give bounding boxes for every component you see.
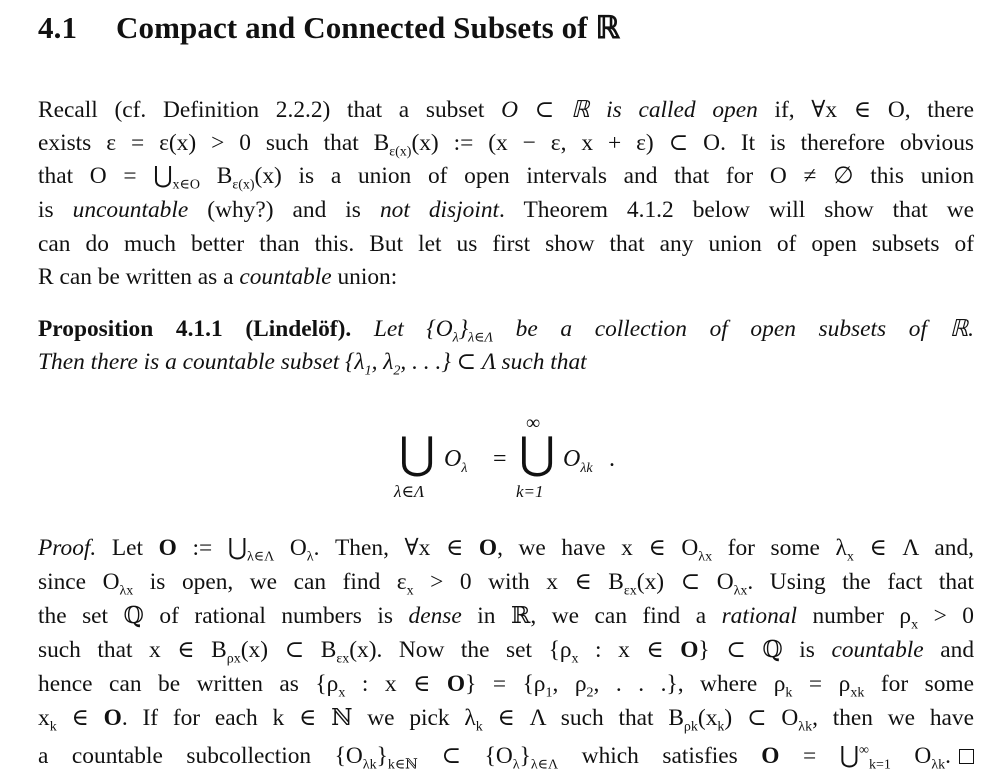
proof-line-1: Proof. Let O := $⋃_{\lambda\in\Lambda}$ $O_\lambda$. Then, ∀x ∈ O, we have x ∈ $O_{\lambda x}$ for some $\lambda_x$ ∈ Λ and,	[38, 535, 974, 565]
section-number: 4.1	[38, 10, 78, 45]
union-symbol-right: ⋃	[519, 429, 556, 478]
intro-line-2: exists ε = ε(x) > 0 such that $B_{\varepsilon(x)}(x)$ := (x − ε, x + ε) ⊂ O. It is therefore obvious	[38, 130, 974, 160]
intro-line-1: Recall (cf. Definition 2.2.2) that a subset O ⊂ ℝ is called open if, ∀x ∈ O, there	[38, 97, 974, 123]
display-period: .	[609, 446, 615, 472]
proof-line-3: the set ℚ of rational numbers is dense in ℝ, we can find a rational number $\rho_x > 0$	[38, 603, 974, 633]
intro-line-6: R can be written as a countable union:	[38, 264, 398, 290]
intro-line-5: can do much better than this. But let us first show that any union of open subsets of	[38, 231, 974, 257]
proof-line-6: $x_k$ ∈ O. If for each k ∈ ℕ we pick $\lambda_k$ ∈ Λ such that $B_{\rho k}(x_k)$ ⊂ $O_{\lambda k}$, then we have	[38, 705, 974, 735]
proof-line-7: a countable subcollection $\{O_{\lambda k}\}_{k\in ℕ}$ ⊂ $\{O_\lambda\}_{\lambda\in\Lambda}$ which satisfies $O = ⋃^\infty_{k=1}$ $O_{\lambda k}$.	[38, 735, 974, 781]
proof-line-4: such that x ∈ $B_{\rho x}(x)$ ⊂ $B_{\varepsilon x}(x)$. Now the set {$\rho_x$ : x ∈ O} ⊂ ℚ is countable and	[38, 637, 975, 667]
section-heading	[38, 10, 620, 46]
section-title: Compact and Connected Subsets of ℝ	[116, 10, 621, 45]
proof-line-5: hence can be written as {$\rho_x$ : x ∈ $O\} = \{\rho_1$, $\rho_2$, . . .}, where $\rho_k = \rho_{xk}$ for some	[38, 671, 974, 701]
equals-sign: =	[493, 446, 507, 472]
intro-line-4: is uncountable (why?) and is not disjoint. Theorem 4.1.2 below will show that we	[38, 197, 975, 223]
union-right-sup: ∞	[526, 412, 541, 434]
proof-line-2: since $O_{\lambda x}$ is open, we can find $\varepsilon_x > 0$ with x ∈ $B_{\varepsilon x}(x)$ ⊂ $O_{\lambda x}$. Using the fact that	[38, 569, 974, 599]
lhs-term: $O_\lambda$	[444, 446, 468, 476]
qed-square	[959, 749, 974, 764]
proposition-line-1: Proposition 4.1.1 (Lindelöf). Let $\{O_\lambda\}_{\lambda\in\Lambda}$ be a collection of open subsets of ℝ.	[38, 316, 974, 346]
union-left-index: λ∈Λ	[394, 482, 425, 501]
proposition-label: Proposition 4.1.1 (Lindelöf).	[38, 316, 352, 342]
proof-label: Proof.	[38, 535, 97, 561]
proposition-line-2: Then there is a countable subset {$\lambda_1$, $\lambda_2$, . . .} ⊂ Λ such that	[38, 349, 587, 379]
intro-line-3: that $O = ⋃_{x\in O}$ $B_{\varepsilon(x)}(x)$ is a union of open intervals and that for O ≠ ∅ this union	[38, 163, 975, 193]
union-symbol-left: ⋃	[399, 429, 436, 478]
rhs-term: $O_{\lambda k}$	[563, 446, 593, 476]
display-equation	[38, 410, 974, 502]
union-right-index: k=1	[516, 482, 544, 501]
